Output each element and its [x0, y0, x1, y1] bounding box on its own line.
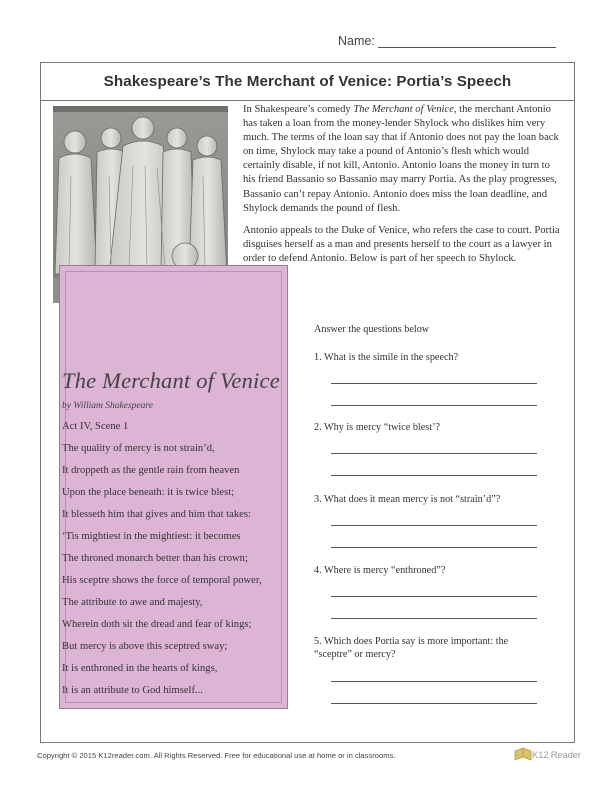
speech-line: Act IV, Scene 1	[62, 421, 129, 432]
answer-line-1a[interactable]	[331, 383, 537, 384]
page-title: Shakespeare’s The Merchant of Venice: Portia’s Speech	[41, 63, 574, 101]
question-4: 4. Where is mercy “enthroned”?	[314, 565, 446, 576]
questions-heading: Answer the questions below	[314, 324, 430, 335]
answer-line-2a[interactable]	[331, 453, 537, 454]
answer-line-3b[interactable]	[331, 547, 537, 548]
speech-line: His sceptre shows the force of temporal power,	[62, 575, 262, 586]
question-1: 1. What is the simile in the speech?	[314, 352, 459, 363]
speech-line: But mercy is above this sceptred sway;	[62, 641, 228, 652]
speech-line: Upon the place beneath: it is twice blest;	[62, 487, 235, 498]
logo-text: K12 Reader	[532, 750, 581, 761]
speech-line: The quality of mercy is not strain’d,	[62, 443, 215, 454]
play-title-italic: The Merchant of Venice	[353, 104, 454, 115]
speech-line: Wherein doth sit the dread and fear of kings;	[62, 619, 252, 630]
answer-line-4b[interactable]	[331, 618, 537, 619]
speech-line: It blesseth him that gives and him that takes:	[62, 509, 251, 520]
book-icon	[514, 747, 532, 763]
question-5: 5. Which does Portia say is more important: the “sceptre” or mercy?	[314, 636, 509, 660]
copyright-footer: Copyright © 2015 K12reader.com. All Rights Reserved. Free for educational use at home or in classrooms.	[37, 751, 396, 760]
speech-line: ‘Tis mightiest in the mightiest: it becomes	[62, 531, 241, 542]
answer-line-2b[interactable]	[331, 475, 537, 476]
question-2: 2. Why is mercy “twice blest’?	[314, 422, 440, 433]
intro-paragraph-1	[243, 103, 563, 216]
speech-author: by William Shakespeare	[62, 401, 153, 411]
speech-line: The throned monarch better than his crown;	[62, 553, 248, 564]
speech-line: It is an attribute to God himself...	[62, 685, 203, 696]
intro-text	[243, 103, 563, 274]
name-underline[interactable]	[378, 47, 556, 48]
speech-title: The Merchant of Venice	[62, 368, 280, 393]
intro-text-run: , the merchant Antonio has taken a loan from the money-lender Shylock who dislikes him very much. The terms of the loan say that if Antonio does not pay the loan back on time, Shylock may take a pound of Antonio’s flesh which would certainly disable, if not kill, Antonio. Antonio loans the money in turn to his friend Bassanio so Bassanio may marry Portia. As the play progresses, Bassanio can’t repay Antonio. Antonio does miss the loan deadline, and Shylock demands the pound of flesh.	[243, 104, 559, 214]
question-3: 3. What does it mean mercy is not “strain’d”?	[314, 494, 501, 505]
answer-line-4a[interactable]	[331, 596, 537, 597]
intro-text-run: In Shakespeare’s comedy	[243, 104, 354, 115]
speech-lines	[62, 416, 284, 702]
k12reader-logo	[514, 745, 584, 765]
name-label: Name:	[338, 34, 375, 48]
speech-line: The attribute to awe and majesty,	[62, 597, 203, 608]
answer-line-3a[interactable]	[331, 525, 537, 526]
answer-line-5a[interactable]	[331, 681, 537, 682]
speech-line: It is enthroned in the hearts of kings,	[62, 663, 218, 674]
name-field[interactable]	[338, 34, 375, 48]
intro-paragraph-2: Antonio appeals to the Duke of Venice, who refers the case to court. Portia disguises herself as a man and presents herself to the court as a lawyer in order to defend Antonio. Below is part of her speech to Shylock.	[243, 224, 560, 264]
speech-line: It droppeth as the gentle rain from heaven	[62, 465, 240, 476]
answer-line-5b[interactable]	[331, 703, 537, 704]
answer-line-1b[interactable]	[331, 405, 537, 406]
